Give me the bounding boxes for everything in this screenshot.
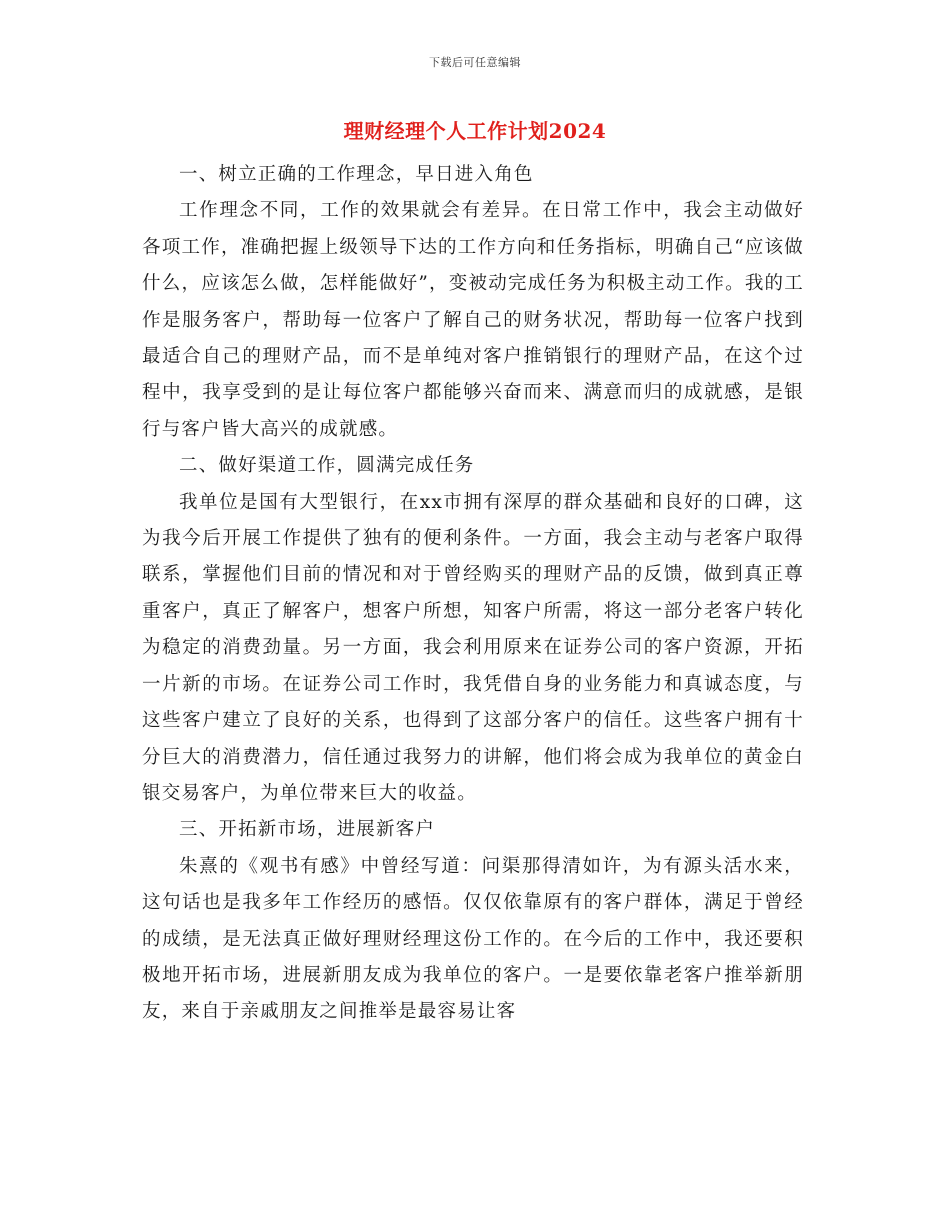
paragraph-2: 我单位是国有大型银行，在xx市拥有深厚的群众基础和良好的口碑，这为我今后开展工作提供了独有的便利条件。一方面，我会主动与老客户取得联系，掌握他们目前的情况和对于曾经购买的理财产品的反馈，做到真正尊重客户，真正了解客户，想客户所想，知客户所需，将这一部分老客户转化为稳定的消费劲量。另一方面，我会利用原来在证券公司的客户资源，开拓一片新的市场。在证券公司工作时，我凭借自身的业务能力和真诚态度，与这些客户建立了良好的关系，也得到了这部分客户的信任。这些客户拥有十分巨大的消费潜力，信任通过我努力的讲解，他们将会成为我单位的黄金白银交易客户，为单位带来巨大的收益。 — [142, 491, 804, 804]
section-heading-1: 一、树立正确的工作理念，早日进入角色 — [179, 164, 534, 185]
paragraph-3: 朱熹的《观书有感》中曾经写道：问渠那得清如许，为有源头活水来，这句话也是我多年工作经历的感悟。仅仅依靠原有的客户群体，满足于曾经的成绩，是无法真正做好理财经理这份工作的。在今后的工作中，我还要积极地开拓市场，进展新朋友成为我单位的客户。一是要依靠老客户推举新朋友，来自于亲戚朋友之间推举是最容易让客 — [142, 855, 804, 1023]
paragraph-1: 工作理念不同，工作的效果就会有差异。在日常工作中，我会主动做好各项工作，准确把握上级领导下达的工作方向和任务指标，明确自己“应该做什么，应该怎么做，怎样能做好”，变被动完成任务为积极主动工作。我的工作是服务客户，帮助每一位客户了解自己的财务状况，帮助每一位客户找到最适合自己的理财产品，而不是单纯对客户推销银行的理财产品，在这个过程中，我享受到的是让每位客户都能够兴奋而来、满意而归的成就感，是银行与客户皆大高兴的成就感。 — [142, 200, 804, 440]
header-note: 下载后可任意编辑 — [429, 56, 521, 69]
document-title: 理财经理个人工作计划2024 — [343, 119, 607, 143]
section-heading-3: 三、开拓新市场，进展新客户 — [179, 819, 436, 841]
section-heading-2: 二、做好渠道工作，圆满完成任务 — [179, 455, 475, 477]
document-body — [142, 157, 804, 1031]
